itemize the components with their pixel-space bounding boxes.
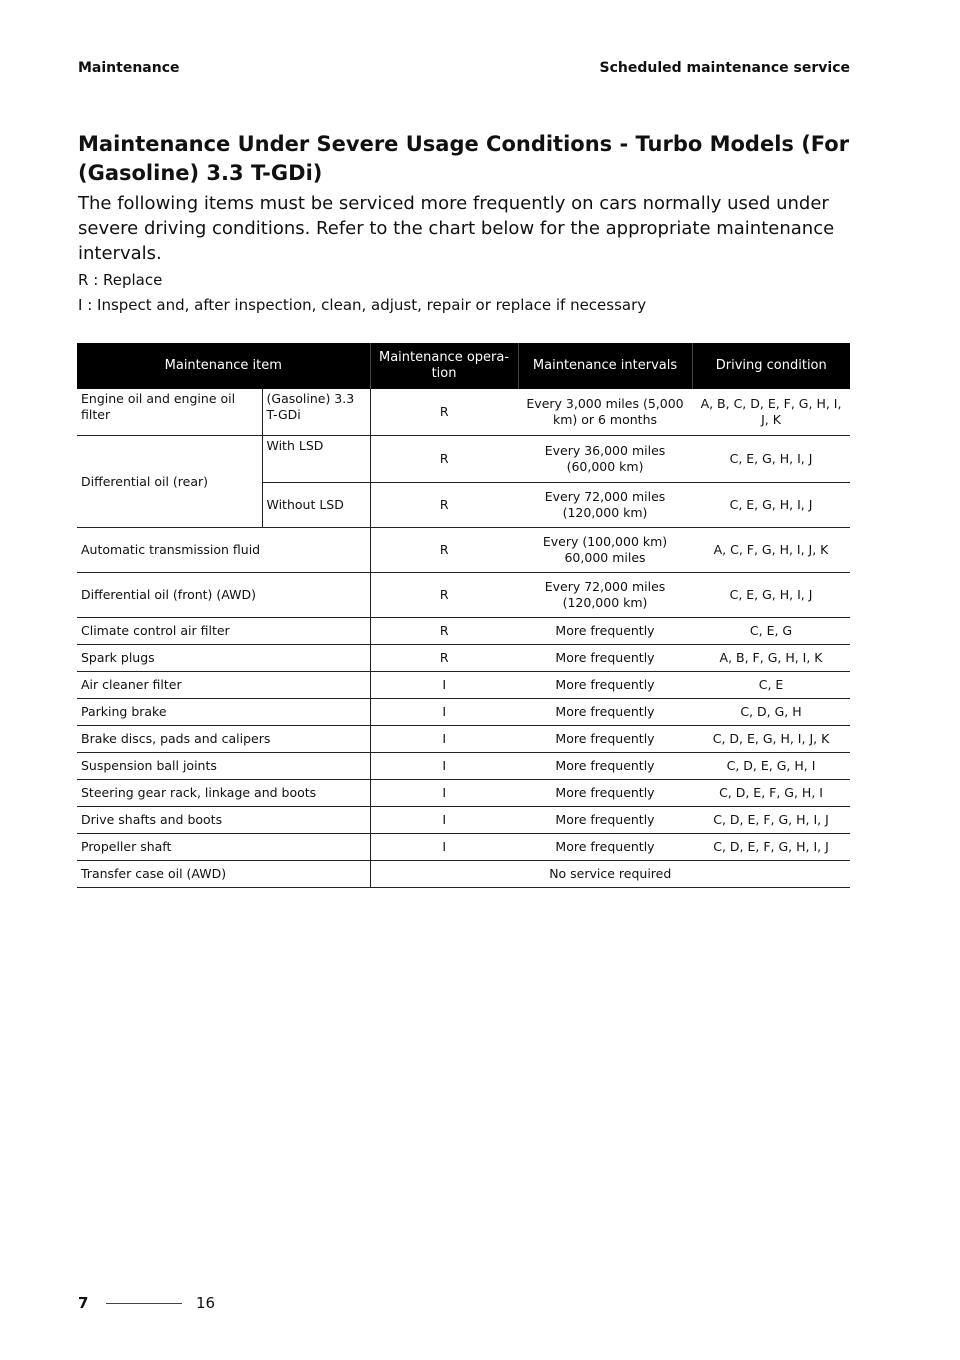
header-maintenance-intervals: Maintenance intervals	[518, 343, 692, 389]
page-number: 16	[196, 1294, 216, 1312]
cell-sub: (Gasoline) 3.3 T-GDi	[262, 389, 370, 436]
cell-condition: C, D, E, G, H, I, J, K	[692, 726, 850, 753]
cell-operation: R	[370, 389, 518, 436]
table-row	[77, 780, 850, 807]
header-driving-condition: Driving condition	[692, 343, 850, 389]
cell-condition: C, D, E, F, G, H, I, J	[692, 834, 850, 861]
table-row	[77, 618, 850, 645]
chapter-number: 7	[78, 1294, 89, 1312]
header-section-title: Maintenance	[78, 60, 180, 76]
cell-sub: Without LSD	[262, 483, 370, 528]
cell-condition: C, E, G, H, I, J	[692, 483, 850, 528]
cell-condition: C, E	[692, 672, 850, 699]
cell-item: Differential oil (front) (AWD)	[77, 573, 370, 618]
table-row	[77, 807, 850, 834]
cell-item: Transfer case oil (AWD)	[77, 861, 370, 888]
cell-item: Suspension ball joints	[77, 753, 370, 780]
cell-sub: With LSD	[262, 436, 370, 483]
cell-operation: I	[370, 753, 518, 780]
cell-operation: I	[370, 699, 518, 726]
cell-operation: R	[370, 483, 518, 528]
cell-operation: I	[370, 672, 518, 699]
cell-operation: R	[370, 618, 518, 645]
cell-condition: C, E, G	[692, 618, 850, 645]
intro-paragraph: The following items must be serviced more frequently on cars normally used under severe driving conditions. Refer to the chart below for the appropriate maintenance intervals.	[78, 193, 835, 264]
cell-item: Drive shafts and boots	[77, 807, 370, 834]
table-row	[77, 528, 850, 573]
cell-interval: Every (100,000 km) 60,000 miles	[518, 528, 692, 573]
cell-item: Differential oil (rear)	[77, 436, 262, 528]
table-row	[77, 861, 850, 888]
cell-item: Automatic transmission fluid	[77, 528, 370, 573]
cell-interval: More frequently	[518, 780, 692, 807]
page-title: Maintenance Under Severe Usage Conditions - Turbo Models (For (Gasoline) 3.3 T-GDi)	[78, 132, 850, 185]
cell-operation: R	[370, 645, 518, 672]
cell-operation: I	[370, 834, 518, 861]
cell-item: Steering gear rack, linkage and boots	[77, 780, 370, 807]
cell-operation: I	[370, 726, 518, 753]
cell-item: Spark plugs	[77, 645, 370, 672]
footer-divider	[106, 1303, 182, 1304]
cell-operation: I	[370, 807, 518, 834]
cell-operation: I	[370, 780, 518, 807]
legend	[78, 268, 868, 318]
table-header-row	[77, 343, 850, 389]
header-maintenance-operation: Maintenance opera-tion	[370, 343, 518, 389]
cell-item: Parking brake	[77, 699, 370, 726]
cell-operation: R	[370, 573, 518, 618]
cell-item: Brake discs, pads and calipers	[77, 726, 370, 753]
cell-interval: Every 72,000 miles (120,000 km)	[518, 483, 692, 528]
cell-condition: A, B, F, G, H, I, K	[692, 645, 850, 672]
cell-item: Propeller shaft	[77, 834, 370, 861]
table-row	[77, 726, 850, 753]
cell-merged-note: No service required	[370, 861, 850, 888]
cell-condition: A, B, C, D, E, F, G, H, I, J, K	[692, 389, 850, 436]
table-row	[77, 573, 850, 618]
cell-interval: Every 3,000 miles (5,000 km) or 6 months	[518, 389, 692, 436]
cell-interval: More frequently	[518, 834, 692, 861]
cell-interval: More frequently	[518, 672, 692, 699]
cell-interval: More frequently	[518, 807, 692, 834]
cell-condition: C, D, G, H	[692, 699, 850, 726]
cell-interval: Every 72,000 miles (120,000 km)	[518, 573, 692, 618]
table-row	[77, 436, 850, 483]
cell-condition: C, D, E, F, G, H, I	[692, 780, 850, 807]
cell-interval: Every 36,000 miles (60,000 km)	[518, 436, 692, 483]
cell-interval: More frequently	[518, 726, 692, 753]
cell-condition: A, C, F, G, H, I, J, K	[692, 528, 850, 573]
legend-replace: R : Replace	[78, 271, 163, 289]
cell-operation: R	[370, 436, 518, 483]
table-row	[77, 645, 850, 672]
table-row	[77, 699, 850, 726]
header-chapter-title: Scheduled maintenance service	[599, 60, 850, 76]
cell-condition: C, D, E, F, G, H, I, J	[692, 807, 850, 834]
cell-condition: C, D, E, G, H, I	[692, 753, 850, 780]
table-row	[77, 753, 850, 780]
table-row	[77, 834, 850, 861]
cell-interval: More frequently	[518, 618, 692, 645]
table-row	[77, 672, 850, 699]
cell-item: Air cleaner filter	[77, 672, 370, 699]
cell-interval: More frequently	[518, 645, 692, 672]
cell-condition: C, E, G, H, I, J	[692, 573, 850, 618]
cell-condition: C, E, G, H, I, J	[692, 436, 850, 483]
cell-interval: More frequently	[518, 753, 692, 780]
cell-operation: R	[370, 528, 518, 573]
header-maintenance-item: Maintenance item	[77, 343, 370, 389]
cell-interval: More frequently	[518, 699, 692, 726]
cell-item: Engine oil and engine oil filter	[77, 389, 262, 436]
maintenance-table	[77, 343, 850, 888]
cell-item: Climate control air filter	[77, 618, 370, 645]
legend-inspect: I : Inspect and, after inspection, clean, adjust, repair or replace if necessary	[78, 296, 647, 314]
table-row	[77, 389, 850, 436]
